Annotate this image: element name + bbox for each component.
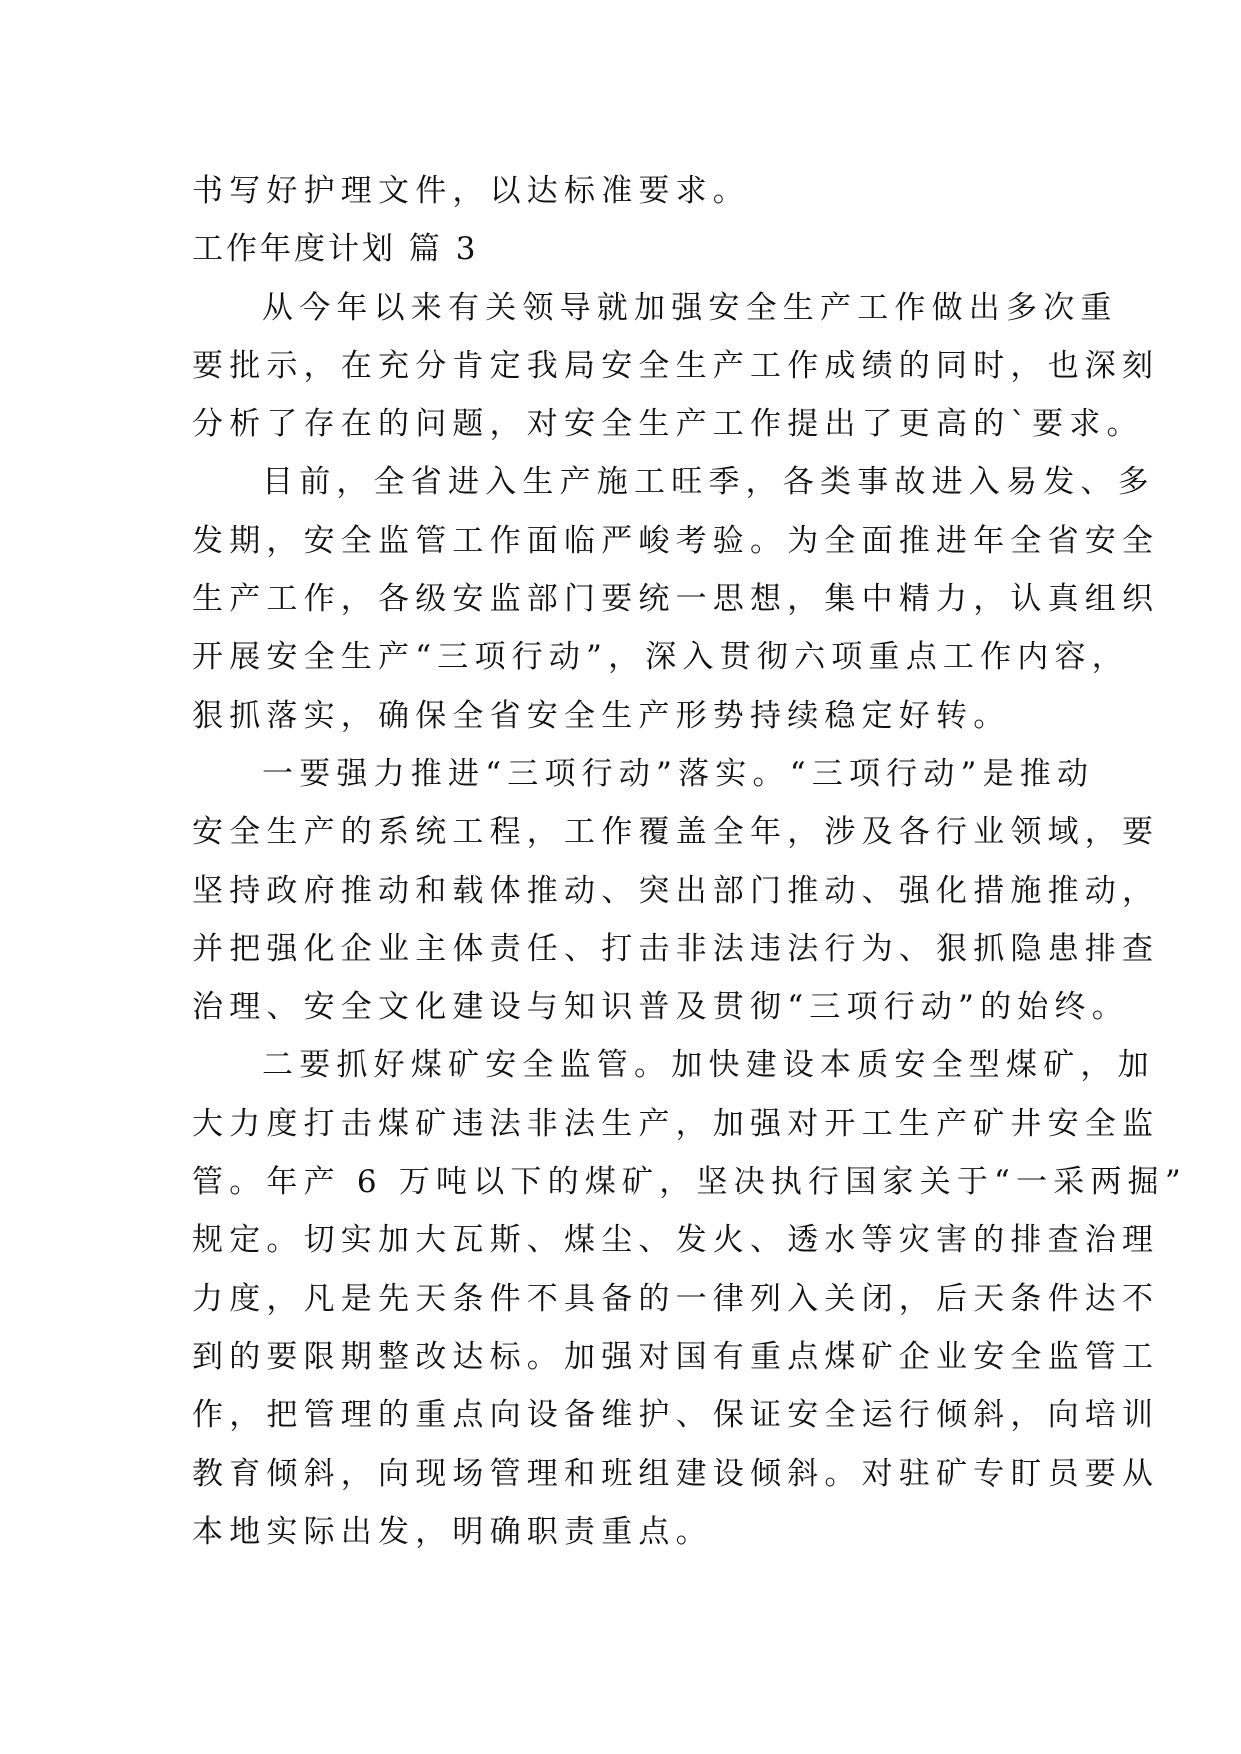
text-line: 作，把管理的重点向设备维护、保证安全运行倾斜，向培训 — [192, 1397, 1160, 1434]
text-line: 力度，凡是先天条件不具备的一律列入关闭，后天条件达不 — [192, 1280, 1160, 1317]
text-line: 分析了存在的问题，对安全生产工作提出了更高的`要求。 — [192, 406, 1144, 443]
text-line: 狠抓落实，确保全省安全生产形势持续稳定好转。 — [192, 697, 1011, 734]
text-line: 目前，全省进入生产施工旺季，各类事故进入易发、多 — [262, 464, 1155, 501]
text-line: 到的要限期整改达标。加强对国有重点煤矿企业安全监管工 — [192, 1338, 1160, 1375]
text-line: 大力度打击煤矿违法非法生产，加强对开工生产矿井安全监 — [192, 1105, 1160, 1142]
text-line: 二要抓好煤矿安全监管。加快建设本质安全型煤矿，加 — [262, 1047, 1155, 1084]
text-line: 治理、安全文化建设与知识普及贯彻“三项行动”的始终。 — [192, 989, 1129, 1026]
text-line: 从今年以来有关领导就加强安全生产工作做出多次重 — [262, 289, 1118, 326]
text-line: 发期，安全监管工作面临严峻考验。为全面推进年全省安全 — [192, 522, 1160, 559]
text-line: 生产工作，各级安监部门要统一思想，集中精力，认真组织 — [192, 581, 1160, 618]
text-line: 并把强化企业主体责任、打击非法违法行为、狠抓隐患排查 — [192, 930, 1160, 967]
text-line: 开展安全生产“三项行动”，深入贯彻六项重点工作内容， — [192, 639, 1129, 676]
document-body — [192, 162, 1187, 1561]
text-line: 书写好护理文件，以达标准要求。 — [192, 173, 750, 209]
text-line: 管。年产 6 万吨以下的煤矿，坚决执行国家关于“一采两掘” — [192, 1164, 1187, 1201]
text-line: 本地实际出发，明确职责重点。 — [192, 1513, 713, 1550]
text-line: 坚持政府推动和载体推动、突出部门推动、强化措施推动， — [192, 872, 1160, 909]
section-heading: 工作年度计划 篇 3 — [192, 231, 479, 268]
text-line: 一要强力推进“三项行动”落实。“三项行动”是推动 — [262, 755, 1095, 792]
text-line: 教育倾斜，向现场管理和班组建设倾斜。对驻矿专盯员要从 — [192, 1455, 1160, 1492]
text-line: 规定。切实加大瓦斯、煤尘、发火、透水等灾害的排查治理 — [192, 1222, 1160, 1259]
text-line: 安全生产的系统工程，工作覆盖全年，涉及各行业领域，要 — [192, 814, 1160, 851]
text-line: 要批示，在充分肯定我局安全生产工作成绩的同时，也深刻 — [192, 347, 1160, 384]
